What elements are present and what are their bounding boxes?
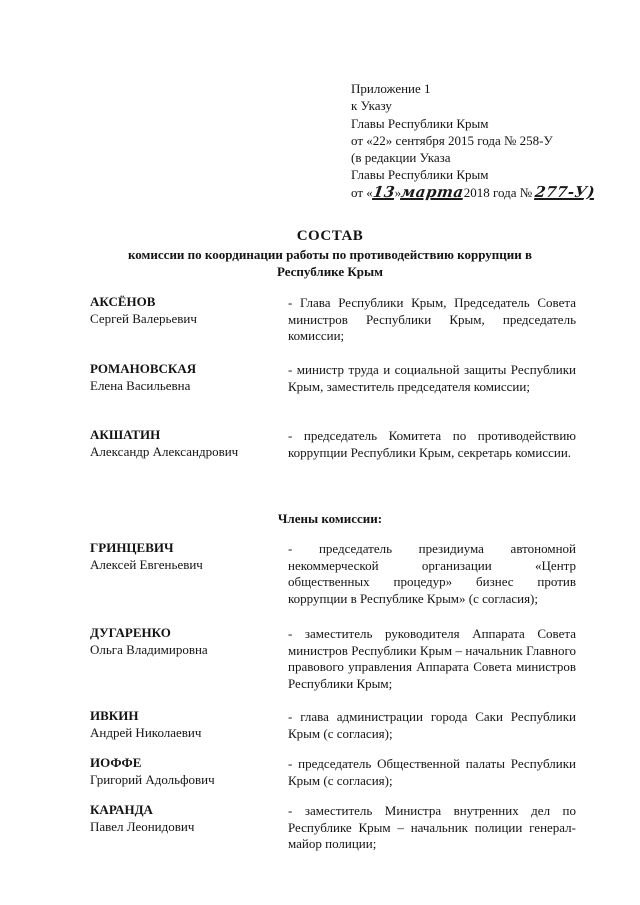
appendix-line-1: Приложение 1 bbox=[351, 81, 431, 96]
person-surname: АКШАТИН bbox=[90, 427, 161, 442]
person-name bbox=[90, 707, 280, 741]
person-role: - заместитель Министра внутренних дел по Республике Крым – начальник полиции генерал-майор полиции; bbox=[288, 803, 576, 851]
person-name bbox=[90, 624, 280, 658]
members-heading: Члены комиссии: bbox=[277, 511, 383, 526]
person-role: - министр труда и социальной защиты Республики Крым, заместитель председателя комиссии; bbox=[288, 362, 576, 394]
appendix-date-prefix: от « bbox=[351, 184, 373, 200]
appendix-line-4: от «22» сентября 2015 года № 258-У bbox=[351, 132, 553, 148]
person-name bbox=[90, 539, 280, 573]
person-given-name: Елена Васильевна bbox=[90, 378, 191, 393]
person-surname: ИОФФЕ bbox=[90, 755, 142, 770]
person-surname: РОМАНОВСКАЯ bbox=[90, 361, 197, 376]
subtitle-line-2: Республике Крым bbox=[276, 264, 384, 279]
subtitle-line-1: комиссии по координации работы по противодействию коррупции в bbox=[127, 247, 532, 262]
person-surname: КАРАНДА bbox=[90, 802, 153, 817]
appendix-line-3: Главы Республики Крым bbox=[351, 115, 489, 131]
document-subtitle bbox=[80, 246, 580, 280]
person-role: - председатель Общественной палаты Республики Крым (с согласия); bbox=[288, 756, 576, 788]
appendix-date-close: » bbox=[394, 184, 402, 200]
person-role: - заместитель руководителя Аппарата Совета министров Республики Крым – начальник Главного правового управления Аппарата Совета министров Республики Крым; bbox=[288, 626, 576, 691]
person-name bbox=[90, 360, 280, 394]
person-given-name: Григорий Адольфович bbox=[90, 772, 215, 787]
person-given-name: Ольга Владимировна bbox=[90, 642, 208, 657]
person-name bbox=[90, 801, 280, 835]
person-surname: ДУГАРЕНКО bbox=[90, 625, 171, 640]
appendix-date-year: 2018 года № bbox=[463, 184, 536, 200]
person-name bbox=[90, 293, 280, 327]
person-given-name: Сергей Валерьевич bbox=[90, 311, 197, 326]
document-title: СОСТАВ bbox=[296, 228, 364, 244]
person-given-name: Павел Леонидович bbox=[90, 819, 195, 834]
person-name bbox=[90, 754, 280, 788]
appendix-line-5: (в редакции Указа bbox=[351, 150, 451, 166]
person-given-name: Александр Александрович bbox=[90, 444, 239, 459]
appendix-line-7 bbox=[351, 184, 595, 201]
appendix-line-2: к Указу bbox=[351, 98, 392, 114]
handwritten-number: 277-У) bbox=[534, 182, 597, 201]
handwritten-day: 13 bbox=[371, 182, 396, 201]
person-role: - председатель президиума автономной некоммерческой организации «Центр общественных процедур» бизнес против коррупции в Республике Крым» (с согласия); bbox=[288, 541, 576, 606]
person-given-name: Андрей Николаевич bbox=[90, 725, 202, 740]
appendix-line-6: Главы Республики Крым bbox=[351, 167, 489, 183]
person-name bbox=[90, 426, 280, 460]
person-surname: ИВКИН bbox=[90, 708, 139, 723]
person-surname: ГРИНЦЕВИЧ bbox=[90, 540, 174, 555]
person-given-name: Алексей Евгеньевич bbox=[90, 557, 203, 572]
person-role: - Глава Республики Крым, Председатель Совета министров Республики Крым, председатель комиссии; bbox=[288, 295, 576, 343]
person-surname: АКСЁНОВ bbox=[90, 294, 156, 309]
appendix-block bbox=[351, 80, 595, 201]
person-role: - глава администрации города Саки Республики Крым (с согласия); bbox=[288, 709, 576, 741]
handwritten-month: марта bbox=[399, 182, 466, 201]
person-role: - председатель Комитета по противодействию коррупции Республики Крым, секретарь комиссии. bbox=[288, 428, 576, 460]
